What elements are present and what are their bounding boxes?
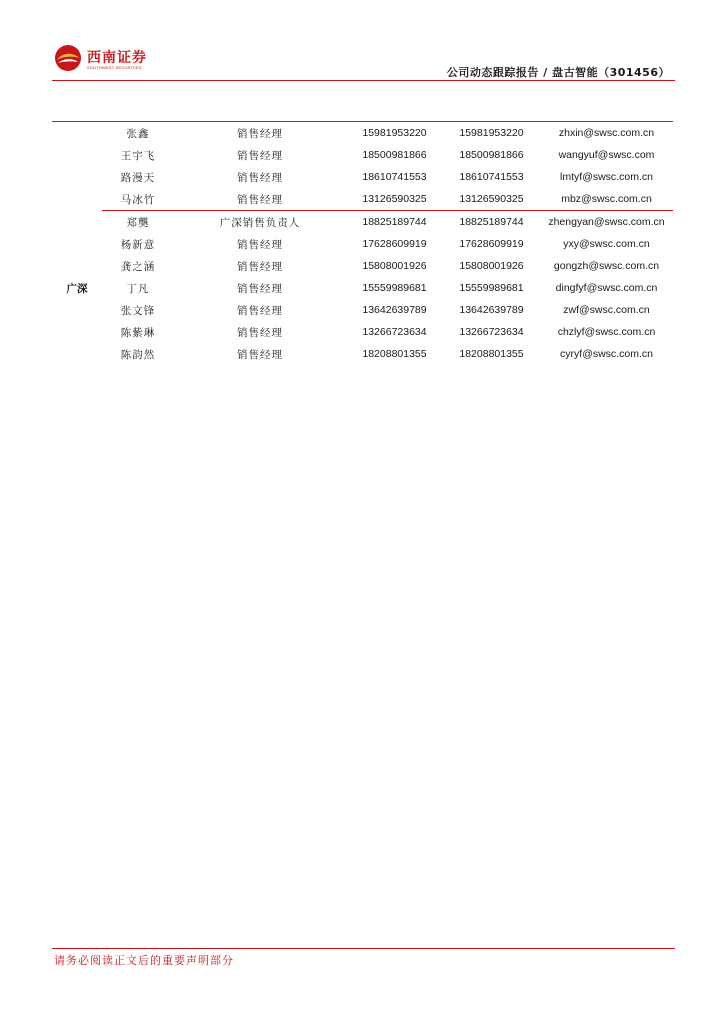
job-title-cell: 销售经理	[237, 238, 283, 251]
header-divider	[52, 80, 675, 81]
phone-cell: 15981953220	[362, 127, 427, 139]
email-cell: mbz@swsc.com.cn	[561, 193, 652, 205]
job-title-cell: 销售经理	[237, 149, 283, 162]
region-cell	[52, 255, 102, 277]
contacts-table-body	[52, 122, 673, 366]
region-cell	[52, 233, 102, 255]
phone-cell: 15808001926	[362, 260, 427, 272]
email-cell: zhxin@swsc.com.cn	[558, 127, 655, 139]
email-cell: zwf@swsc.com.cn	[563, 304, 650, 316]
logo-chinese-name: 西南证券	[87, 50, 147, 66]
name-cell: 郑龑	[102, 211, 174, 234]
job-title-cell: 销售经理	[237, 282, 283, 295]
table-row	[52, 277, 673, 299]
phone-cell: 17628609919	[362, 238, 427, 250]
region-cell	[52, 299, 102, 321]
table-row	[52, 321, 673, 343]
table-row	[52, 343, 673, 365]
page-header	[0, 0, 724, 82]
email-cell: gongzh@swsc.com.cn	[553, 260, 660, 272]
mobile-cell: 18610741553	[459, 171, 524, 183]
phone-cell: 13266723634	[362, 326, 427, 338]
logo-mark-icon	[54, 44, 82, 72]
email-cell: chzlyf@swsc.com.cn	[557, 326, 656, 338]
region-cell	[52, 321, 102, 343]
job-title-cell: 销售经理	[237, 260, 283, 273]
phone-cell: 18610741553	[362, 171, 427, 183]
name-cell: 张文锋	[120, 304, 156, 317]
report-title: 公司动态跟踪报告 / 盘古智能（301456）	[446, 66, 670, 79]
table-row	[52, 166, 673, 188]
table-row	[52, 299, 673, 321]
email-cell: wangyuf@swsc.com	[558, 149, 655, 161]
email-cell: lmtyf@swsc.com.cn	[560, 171, 653, 183]
footer-disclaimer: 请务必阅读正文后的重要声明部分	[54, 954, 234, 967]
table-row	[52, 211, 673, 234]
table-row	[52, 233, 673, 255]
name-cell: 龚之涵	[120, 260, 156, 273]
job-title-cell: 销售经理	[237, 326, 283, 339]
name-cell: 王宇飞	[120, 149, 156, 162]
phone-cell: 18500981866	[362, 149, 427, 161]
table-row	[52, 255, 673, 277]
mobile-cell: 15981953220	[459, 127, 524, 139]
email-cell: yxy@swsc.com.cn	[563, 238, 650, 250]
logo-english-name: SOUTHWEST SECURITIES	[87, 65, 142, 70]
mobile-cell: 18825189744	[443, 211, 540, 234]
email-cell: zhengyan@swsc.com.cn	[540, 211, 673, 234]
region-cell	[52, 188, 102, 211]
mobile-cell: 13266723634	[459, 326, 524, 338]
name-cell: 陈紫琳	[120, 326, 156, 339]
job-title-cell: 销售经理	[237, 171, 283, 184]
job-title-cell: 销售经理	[237, 193, 283, 206]
mobile-cell: 17628609919	[459, 238, 524, 250]
phone-cell: 18825189744	[346, 211, 443, 234]
job-title-cell: 销售经理	[237, 127, 283, 140]
region-cell	[52, 166, 102, 188]
mobile-cell: 15559989681	[459, 282, 524, 294]
company-logo	[54, 44, 154, 74]
name-cell: 丁凡	[126, 282, 150, 295]
phone-cell: 13642639789	[362, 304, 427, 316]
mobile-cell: 18208801355	[459, 348, 524, 360]
name-cell: 杨新意	[120, 238, 156, 251]
name-cell: 路漫天	[120, 171, 156, 184]
phone-cell: 13126590325	[362, 193, 427, 205]
job-title-cell: 销售经理	[237, 348, 283, 361]
phone-cell: 15559989681	[362, 282, 427, 294]
job-title-cell: 销售经理	[237, 304, 283, 317]
mobile-cell: 15808001926	[459, 260, 524, 272]
region-cell	[52, 211, 102, 234]
region-cell	[52, 122, 102, 145]
mobile-cell: 13642639789	[459, 304, 524, 316]
table-row	[52, 188, 673, 211]
email-cell: dingfyf@swsc.com.cn	[555, 282, 658, 294]
name-cell: 陈韵然	[120, 348, 156, 361]
job-title-cell: 广深销售负责人	[174, 211, 346, 234]
table-row	[52, 144, 673, 166]
mobile-cell: 18500981866	[459, 149, 524, 161]
sales-contacts-table	[52, 121, 673, 365]
name-cell: 马冰竹	[120, 193, 156, 206]
email-cell: cyryf@swsc.com.cn	[560, 348, 653, 360]
region-cell	[52, 343, 102, 365]
region-cell	[52, 144, 102, 166]
phone-cell: 18208801355	[362, 348, 427, 360]
region-cell: 广深	[66, 282, 88, 295]
mobile-cell: 13126590325	[459, 193, 524, 205]
name-cell: 张鑫	[126, 127, 150, 140]
table-row	[52, 122, 673, 145]
footer-divider	[52, 948, 675, 949]
